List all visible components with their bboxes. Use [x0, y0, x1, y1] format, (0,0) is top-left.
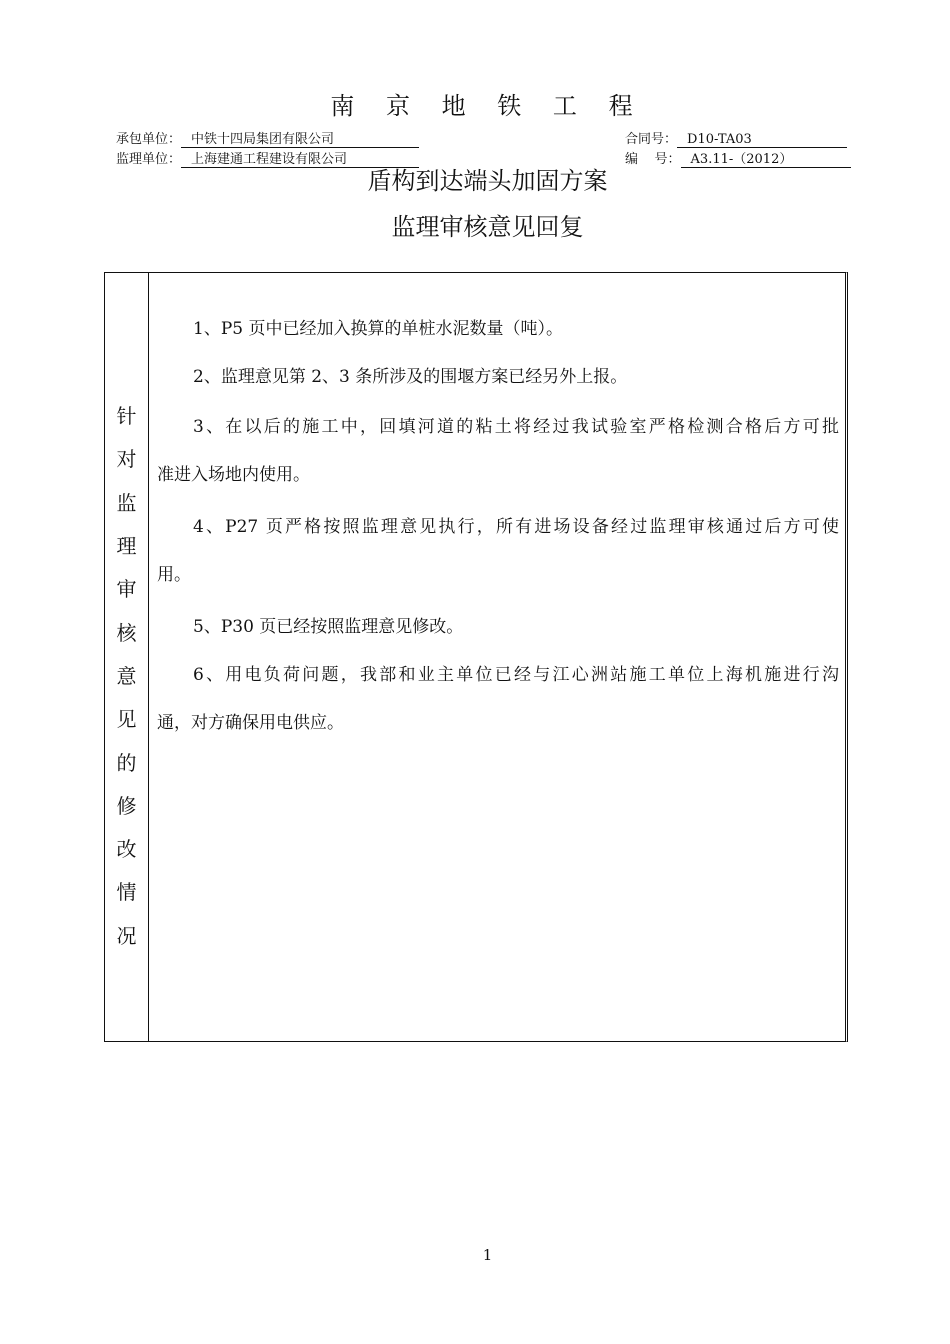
- page-number: 1: [482, 1246, 493, 1264]
- left-label-char: 理: [116, 534, 137, 558]
- contractor-field: [116, 128, 419, 148]
- paragraph-line: 准进入场地内使用。: [157, 465, 310, 485]
- response-item-3: [157, 415, 839, 487]
- paragraph-line: 3、在以后的施工中，回填河道的粘土将经过我试验室严格检测合格后方可批: [193, 417, 839, 437]
- left-label-char: 审: [116, 577, 137, 601]
- document-subtitle: 监理审核意见回复: [391, 213, 584, 241]
- paragraph-line: 1、P5 页中已经加入换算的单桩水泥数量（吨）。: [193, 319, 563, 339]
- project-title: 南 京 地 铁 工 程: [330, 92, 645, 120]
- paragraph-line: 5、P30 页已经按照监理意见修改。: [193, 617, 464, 637]
- left-label-char: 针: [116, 404, 137, 428]
- response-item-2: [157, 365, 839, 389]
- paragraph-line: 6、用电负荷问题，我部和业主单位已经与江心洲站施工单位上海机施进行沟: [193, 665, 839, 685]
- response-item-4: [157, 515, 839, 587]
- response-table: [104, 272, 848, 1042]
- left-label-char: 核: [116, 621, 137, 645]
- response-item-5: [157, 615, 839, 639]
- document-number-value: A3.11-（2012）: [681, 153, 851, 168]
- left-label-char: 监: [116, 491, 137, 515]
- left-label-char: 见: [116, 707, 137, 731]
- paragraph-line: 4、P27 页严格按照监理意见执行，所有进场设备经过监理审核通过后方可使: [193, 517, 839, 537]
- contract-number-field: [625, 128, 847, 148]
- supervisor-label: 监理单位：: [116, 152, 182, 167]
- left-label-char: 的: [116, 751, 137, 775]
- left-label-char: 情: [116, 880, 137, 904]
- contract-number-value: D10-TA03: [677, 133, 847, 148]
- paragraph-line: 通，对方确保用电供应。: [157, 713, 344, 733]
- left-label-char: 对: [116, 447, 137, 471]
- left-label-column: [105, 273, 149, 1041]
- document-title: 盾构到达端头加固方案: [367, 167, 608, 195]
- left-label-char: 况: [116, 924, 137, 948]
- supervisor-value: 上海建通工程建设有限公司: [181, 153, 419, 168]
- contract-number-label: 合同号：: [625, 132, 678, 147]
- paragraph-line: 2、监理意见第 2、3 条所涉及的围堰方案已经另外上报。: [193, 367, 628, 387]
- response-item-1: [157, 317, 839, 341]
- contractor-value: 中铁十四局集团有限公司: [181, 133, 419, 148]
- response-item-6: [157, 663, 839, 735]
- paragraph-line: 用。: [157, 565, 191, 585]
- left-label-char: 改: [116, 837, 137, 861]
- document-number-label: 编 号：: [625, 152, 681, 167]
- left-label-char: 意: [116, 664, 137, 688]
- contractor-label: 承包单位：: [116, 132, 182, 147]
- left-label-char: 修: [116, 794, 137, 818]
